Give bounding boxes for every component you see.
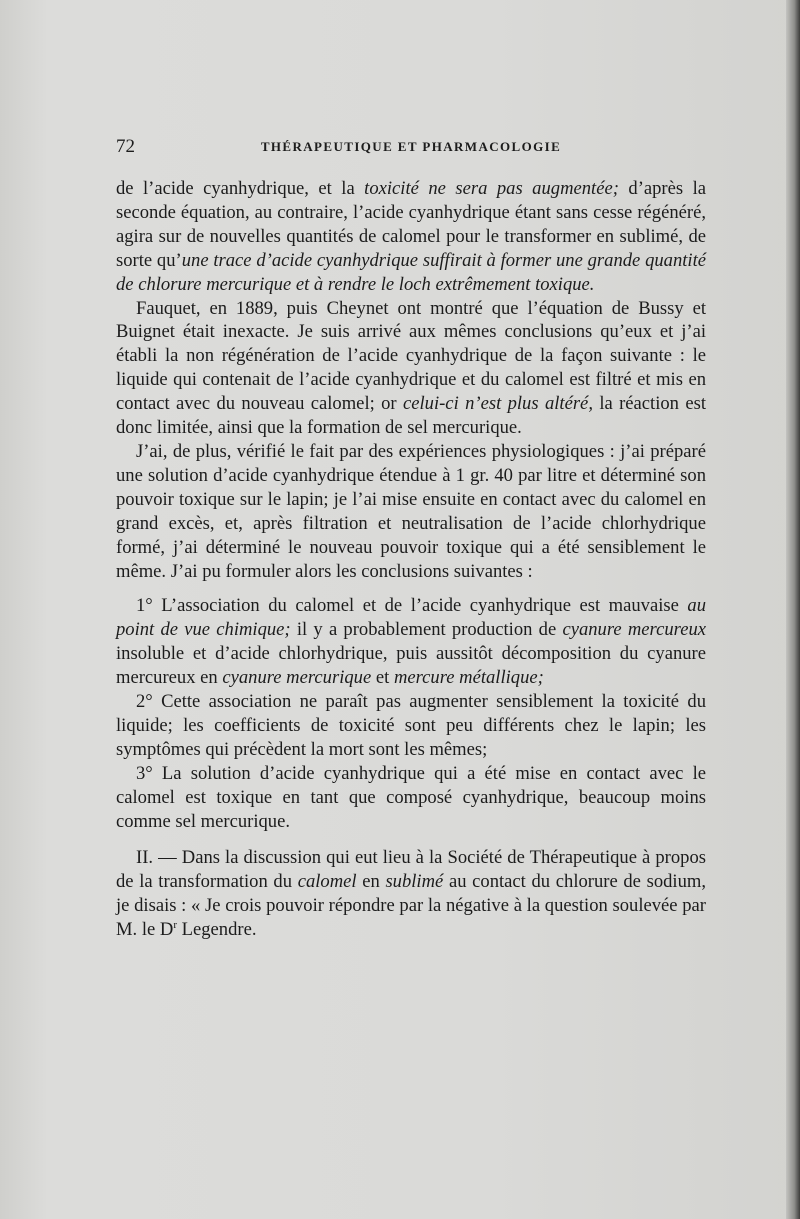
italic-run: calomel	[297, 871, 357, 893]
page-edge-shadow	[786, 0, 800, 1219]
superscript: r	[173, 919, 177, 931]
text-run: et	[371, 667, 394, 689]
text-run: 1° L’association du calomel et de l’acide cyanhydrique est mauvaise	[136, 595, 688, 617]
paragraph-fauquet	[116, 297, 706, 440]
italic-run: toxicité ne sera pas augmentée;	[364, 178, 619, 199]
text-run: Fauquet, en 1889, puis Cheynet ont montré que l’équation de Bussy et Buignet était inexacte. Je suis arrivé aux mêmes conclusions qu’eux et j’ai établi la non régénération de l’acide cyanhydrique de la façon suivante : le liquide qui contenait de l’acide cyanhydrique et du calomel est filtré et mis en contact avec du nouveau calomel; or	[116, 297, 706, 415]
conclusion-2	[116, 690, 706, 762]
italic-run: au point de vue chimique;	[116, 595, 706, 641]
page-header	[116, 136, 706, 160]
paragraph-continuation	[116, 177, 706, 297]
text-run: J’ai, de plus, vérifié le fait par des expériences physiologiques : j’ai préparé une solution d’acide cyanhydrique étendue à 1 gr. 40 par litre et déterminé son pouvoir toxique sur le lapin; je l’ai mise ensuite en contact avec du calomel en grand excès, et, après filtration et neutralisation de l’acide chlorhydrique formé, j’ai déterminé le nouveau pouvoir toxique qui a été sensiblement le même. J’ai pu formuler alors les conclusions suivantes :	[116, 440, 706, 582]
text-run: d’après la seconde équation, au contraire, l’acide cyanhydrique étant sans cesse régénéré, agira sur de nouvelles quantités de calomel pour le transformer en sublimé, de sorte qu’	[116, 178, 707, 271]
italic-run: une trace d’acide cyanhydrique suffirait à former une grande quantité de chlorure mercurique et à rendre le loch extrêmement toxique.	[116, 249, 707, 295]
text-run: Legendre.	[177, 919, 257, 941]
conclusion-3	[116, 762, 706, 834]
text-run: la réaction est donc limitée, ainsi que la formation de sel mercurique.	[116, 393, 706, 439]
text-run: insoluble et d’acide chlorhydrique, puis aussitôt décomposition du cyanure mercureux en	[116, 643, 706, 689]
italic-run: sublimé	[385, 871, 444, 893]
text-run: en	[356, 871, 386, 893]
text-run: II. — Dans la discussion qui eut lieu à la Société de Thérapeutique à propos de la transformation du	[116, 847, 706, 893]
italic-run: celui-ci n’est plus altéré,	[402, 393, 593, 415]
conclusion-1	[116, 594, 706, 690]
text-run: de l’acide cyanhydrique, et la	[116, 178, 365, 199]
body-text	[116, 177, 706, 942]
section-ii	[116, 846, 706, 942]
running-title: THÉRAPEUTIQUE ET PHARMACOLOGIE	[260, 139, 562, 154]
text-run: 2° Cette association ne paraît pas augmenter sensiblement la toxicité du liquide; les coefficients de toxicité sont peu différents chez le lapin; les symptômes qui précèdent la mort sont les mêmes;	[116, 691, 706, 760]
page-number: 72	[116, 136, 135, 157]
italic-run: mercure métallique;	[393, 667, 544, 689]
paragraph-experiences	[116, 440, 706, 583]
italic-run: cyanure mercureux	[562, 619, 707, 641]
italic-run: cyanure mercurique	[222, 667, 372, 689]
text-run: au contact du chlorure de sodium, je disais : « Je crois pouvoir répondre par la négative à la question soulevée par M. le D	[116, 871, 706, 941]
text-run: 3° La solution d’acide cyanhydrique qui a été mise en contact avec le calomel est toxique en tant que composé cyanhydrique, beaucoup moins comme sel mercurique.	[116, 762, 706, 832]
text-run: il y a probablement production de	[290, 619, 563, 641]
